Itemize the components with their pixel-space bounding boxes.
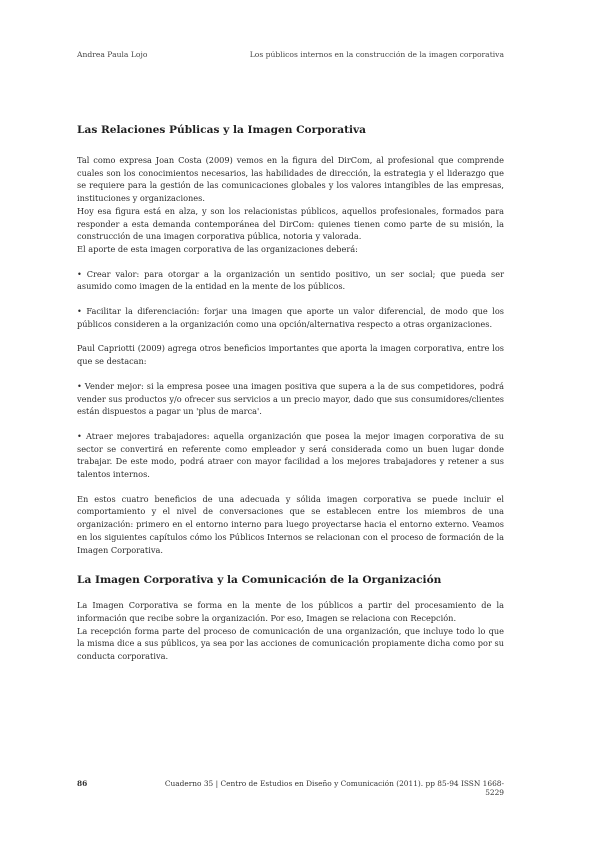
paragraph: Paul Capriotti (2009) agrega otros beneficios importantes que aporta la imagen corporativa, entre los que se destacan:	[77, 343, 504, 367]
paragraph: El aporte de esta imagen corporativa de las organizaciones deberá:	[77, 243, 358, 254]
bullet-item: • Crear valor: para otorgar a la organización un sentido positivo, un ser social; que pueda ser asumido como imagen de la entidad en la mente de los públicos.	[77, 268, 504, 292]
paragraph: La Imagen Corporativa se forma en la mente de los públicos a partir del procesamiento de la información que recibe sobre la organización. Por eso, Imagen se relaciona con Recepción.	[77, 600, 504, 623]
body-content	[77, 124, 504, 663]
paragraph: En estos cuatro beneficios de una adecuada y sólida imagen corporativa se puede incluir el comportamiento y el nivel de conversaciones que se establecen entre los miembros de una organización: primero en el entorno interno para luego proyectarse hacia el entorno externo. Veamos en los siguientes capítulos cómo los Públicos Internos se relacionan con el proceso de formación de la Imagen Corporativa.	[77, 493, 504, 555]
header-author: Andrea Paula Lojo	[77, 50, 148, 59]
page-number: 86	[77, 779, 88, 788]
paragraph: Hoy esa figura está en alza, y son los relacionistas públicos, aquellos profesionales, formados para responder a esta demanda contemporánea del DirCom: quienes tienen como parte de su misión, la construcción de una imagen corporativa pública, notoria y valorada.	[77, 205, 504, 242]
bullet-item: • Vender mejor: si la empresa posee una imagen positiva que supera a la de sus competidores, podrá vender sus productos y/o ofrecer sus servicios a un precio mayor, dado que sus consumidores/clientes están dispuestos a pagar un 'plus de marca'.	[77, 380, 504, 417]
footer-citation: Cuaderno 35 | Centro de Estudios en Diseño y Comunicación (2011). pp 85-94 ISSN 1668-5229	[164, 779, 504, 797]
running-header	[77, 50, 504, 59]
bullet-item: • Facilitar la diferenciación: forjar una imagen que aporte un valor diferencial, de modo que los públicos consideren a la organización como una opción/alternativa respecto a otras organizaciones.	[77, 306, 504, 329]
section-heading-2: La Imagen Corporativa y la Comunicación de la Organización	[77, 574, 442, 587]
paragraph: Tal como expresa Joan Costa (2009) vemos en la figura del DirCom, al profesional que comprende cuales son los conocimientos necesarios, las habilidades de dirección, la estrategia y el liderazgo que se requiere para la gestión de las comunicaciones globales y los valores intangibles de las empresas, instituciones y organizaciones.	[77, 155, 504, 204]
section-heading-1: Las Relaciones Públicas y la Imagen Corporativa	[77, 124, 367, 136]
page-footer	[77, 779, 504, 797]
bullet-item: • Atraer mejores trabajadores: aquella organización que posea la mejor imagen corporativa de su sector se convertirá en referente como empleador y será considerada como un buen lugar donde trabajar. De este modo, podrá atraer con mayor facilidad a los mejores trabajadores y retener a sus talentos internos.	[77, 430, 504, 480]
header-title: Los públicos internos en la construcción de la imagen corporativa	[249, 50, 504, 59]
paragraph: La recepción forma parte del proceso de comunicación de una organización, que incluye todo lo que la misma dice a sus públicos, ya sea por las acciones de comunicación propiamente dicha como por su conducta corporativa.	[77, 625, 504, 662]
